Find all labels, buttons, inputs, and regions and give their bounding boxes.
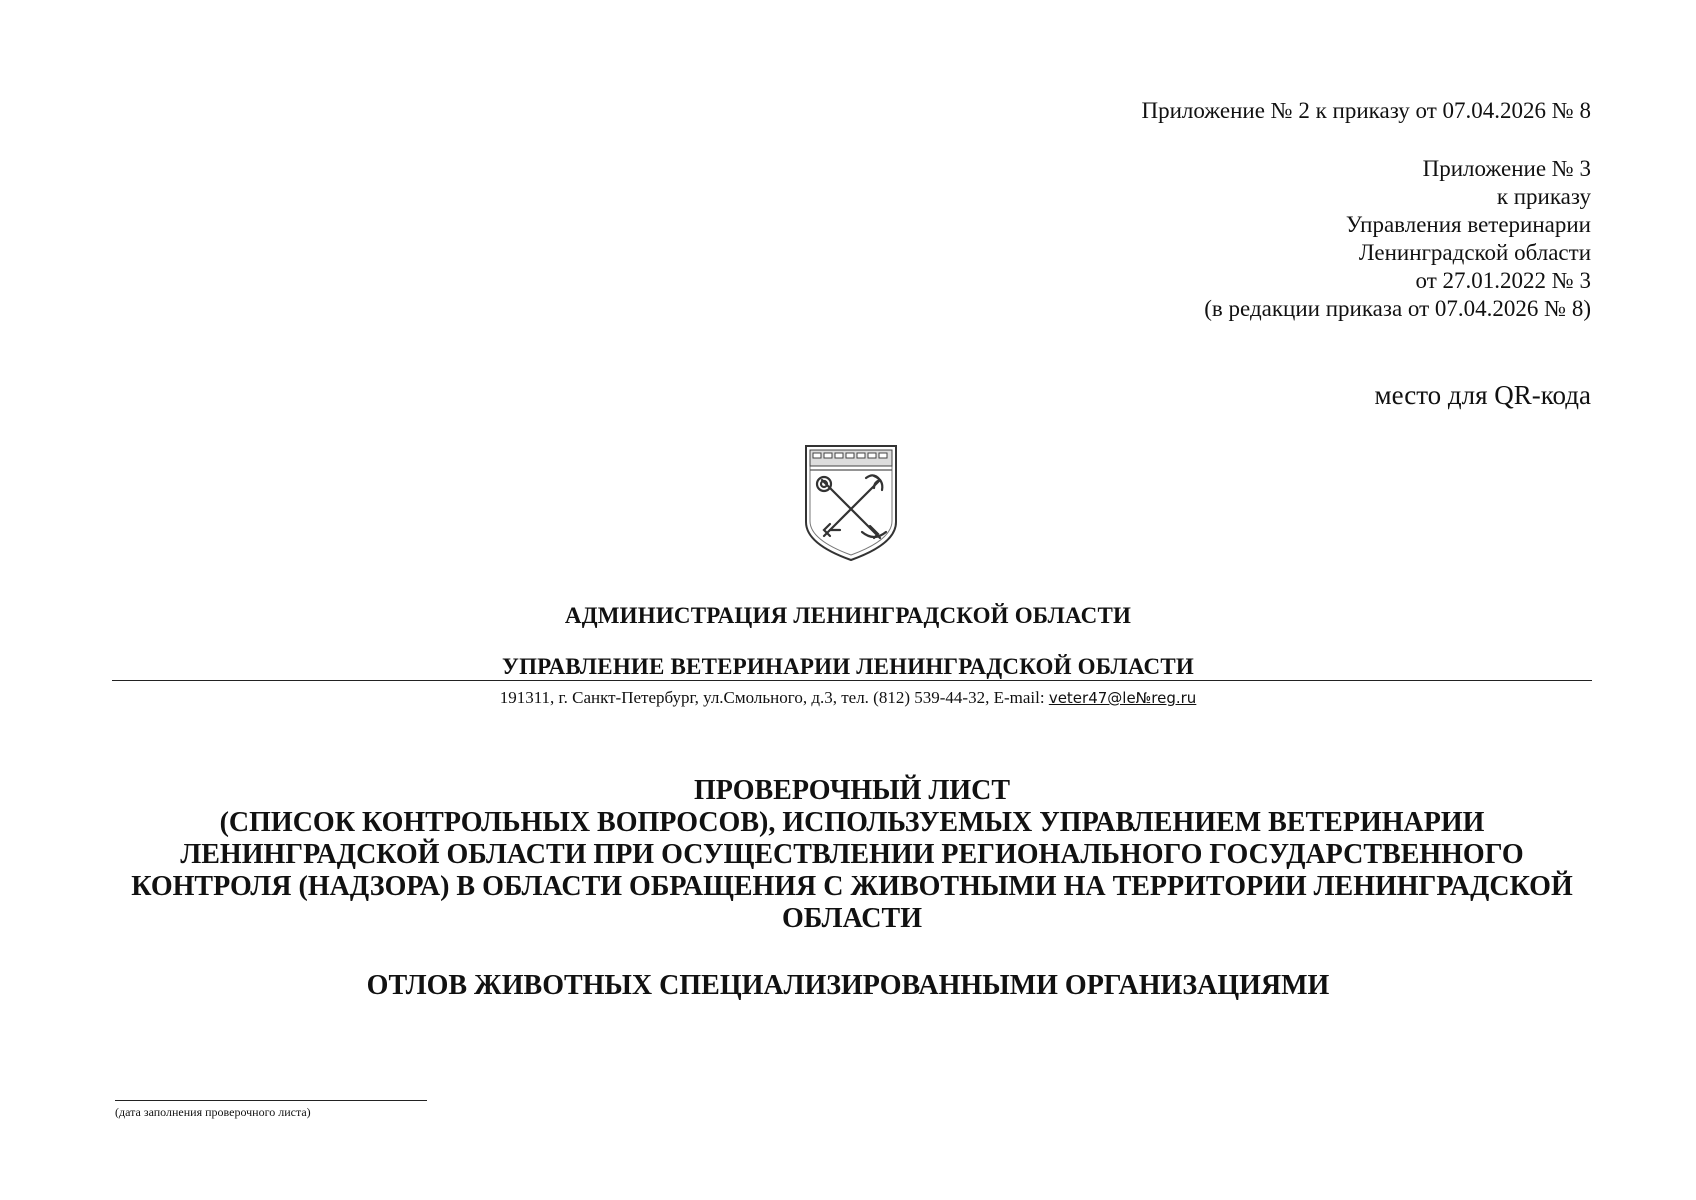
appendix-reference: Приложение № 2 к приказу от 07.04.2026 № 8 [1141, 98, 1591, 123]
appendix-line: (в редакции приказа от 07.04.2026 № 8) [1204, 296, 1591, 321]
coat-of-arms-icon [800, 440, 902, 564]
appendix-line: Управления ветеринарии [1345, 212, 1591, 237]
document-subtitle: ОТЛОВ ЖИВОТНЫХ СПЕЦИАЛИЗИРОВАННЫМИ ОРГАНИЗАЦИЯМИ [366, 970, 1330, 1001]
contact-address [0, 688, 1696, 708]
title-line: ОБЛАСТИ [782, 903, 922, 934]
fill-date-line [115, 1100, 427, 1101]
title-line: ПРОВЕРОЧНЫЙ ЛИСТ [693, 775, 1010, 806]
email-link[interactable]: veter47@le№reg.ru [1048, 689, 1197, 707]
title-line: ЛЕНИНГРАДСКОЙ ОБЛАСТИ ПРИ ОСУЩЕСТВЛЕНИИ РЕГИОНАЛЬНОГО ГОСУДАРСТВЕННОГО [180, 839, 1524, 870]
appendix-block [1204, 155, 1591, 323]
appendix-line: Ленинградской области [1358, 240, 1591, 265]
title-line: (СПИСОК КОНТРОЛЬНЫХ ВОПРОСОВ), ИСПОЛЬЗУЕМЫХ УПРАВЛЕНИЕМ ВЕТЕРИНАРИИ [219, 807, 1485, 838]
department-name: УПРАВЛЕНИЕ ВЕТЕРИНАРИИ ЛЕНИНГРАДСКОЙ ОБЛАСТИ [501, 654, 1195, 679]
organization-name: АДМИНИСТРАЦИЯ ЛЕНИНГРАДСКОЙ ОБЛАСТИ [564, 603, 1132, 628]
header-divider [112, 680, 1592, 681]
appendix-line: от 27.01.2022 № 3 [1415, 268, 1591, 293]
qr-code-placeholder: место для QR-кода [1374, 380, 1591, 410]
fill-date-caption: (дата заполнения проверочного листа) [115, 1105, 311, 1119]
appendix-line: к приказу [1496, 184, 1591, 209]
document-title [112, 775, 1592, 935]
address-text: 191311, г. Санкт-Петербург, ул.Смольного, д.3, тел. (812) 539-44-32, E-mail: [499, 688, 1049, 707]
appendix-line: Приложение № 3 [1422, 156, 1591, 181]
title-line: КОНТРОЛЯ (НАДЗОРА) В ОБЛАСТИ ОБРАЩЕНИЯ С ЖИВОТНЫМИ НА ТЕРРИТОРИИ ЛЕНИНГРАДСКОЙ [131, 871, 1573, 902]
